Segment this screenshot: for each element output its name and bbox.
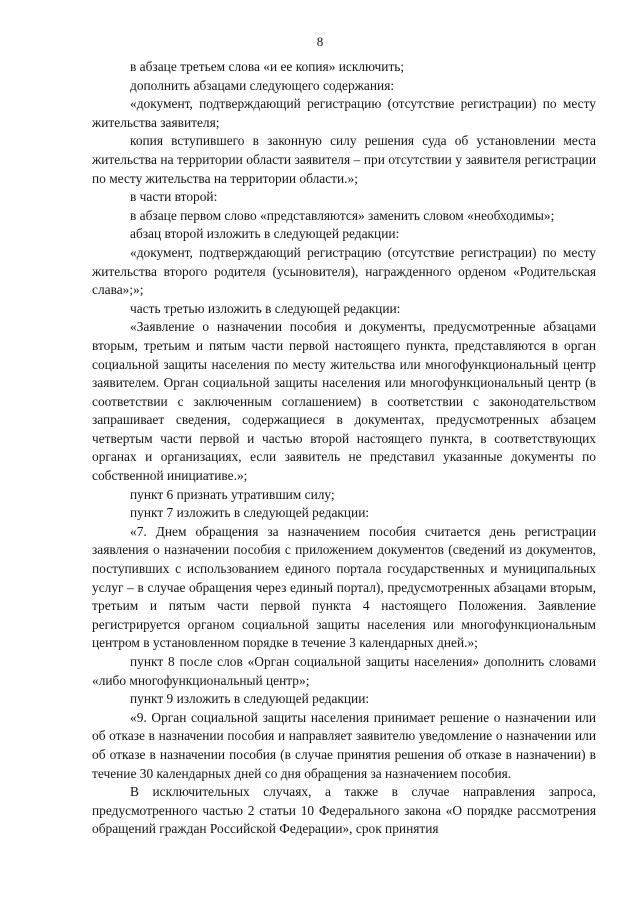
paragraph: «Заявление о назначении пособия и документы, предусмотренные абзацами вторым, третьим и пятым части первой настоящего пункта, представляются в орган социальной защиты населения по месту жительства или многофункциональный центр заявителем. Орган социальной защиты населения или многофункциональный центр (в соответствии с заключенным соглашением) в соответствии с законодательством запрашивает сведения, содержащиеся в документах, предусмотренных абзацем четвертым части первой и частью второй настоящего пункта, в соответствующих органах и организациях, если заявитель не представил указанные документы по собственной инициативе.»; [92, 319, 596, 484]
paragraph: в части второй: [130, 189, 218, 205]
paragraph: пункт 6 признать утратившим силу; [130, 486, 335, 502]
paragraph: в абзаце первом слово «представляются» заменить словом «необходимы»; [130, 207, 555, 223]
paragraph: «7. Днем обращения за назначением пособия считается день регистрации заявления о назначении пособия с приложением документов (сведений из документов, поступивших с использованием единого портала государственных и муниципальных услуг – в случае обращения через единый портал), предусмотренных абзацами вторым, третьим и пятым части первой пункта 4 настоящего Положения. Заявление регистрируется органом социальной защиты населения или многофункциональным центром в установленном порядке в течение 3 календарных дней.»; [92, 523, 596, 651]
paragraph: в абзаце третьем слова «и ее копия» исключить; [130, 59, 405, 74]
page-number: 8 [316, 34, 324, 49]
document-body [92, 58, 596, 839]
paragraph: пункт 9 изложить в следующей редакции: [130, 691, 370, 707]
paragraph: абзац второй изложить в следующей редакции: [130, 226, 400, 242]
paragraph: часть третью изложить в следующей редакции: [130, 300, 401, 316]
paragraph: «документ, подтверждающий регистрацию (отсутствие регистрации) по месту жительства заявителя; [92, 96, 596, 130]
paragraph: пункт 7 изложить в следующей редакции: [130, 505, 370, 521]
paragraph: «9. Орган социальной защиты населения принимает решение о назначении или об отказе в назначении пособия и направляет заявителю уведомление о назначении или об отказе в назначении пособия (в случае принятия решения об отказе в назначении) в течение 30 календарных дней со дня обращения за назначением пособия. [92, 709, 596, 781]
paragraph: В исключительных случаях, а также в случае направления запроса, предусмотренного частью 2 статьи 10 Федерального закона «О порядке рассмотрения обращений граждан Российской Федерации», срок принятия [92, 784, 596, 837]
paragraph: дополнить абзацами следующего содержания: [130, 77, 395, 93]
paragraph: «документ, подтверждающий регистрацию (отсутствие регистрации) по месту жительства второго родителя (усыновителя), награжденного орденом «Родительская слава»;»; [92, 244, 596, 298]
paragraph: пункт 8 после слов «Орган социальной защиты населения» дополнить словами «либо многофункциональный центр»; [92, 654, 596, 688]
paragraph: копия вступившего в законную силу решения суда об установлении места жительства на территории области заявителя – при отсутствии у заявителя регистрации по месту жительства на территории области.»; [92, 133, 596, 186]
